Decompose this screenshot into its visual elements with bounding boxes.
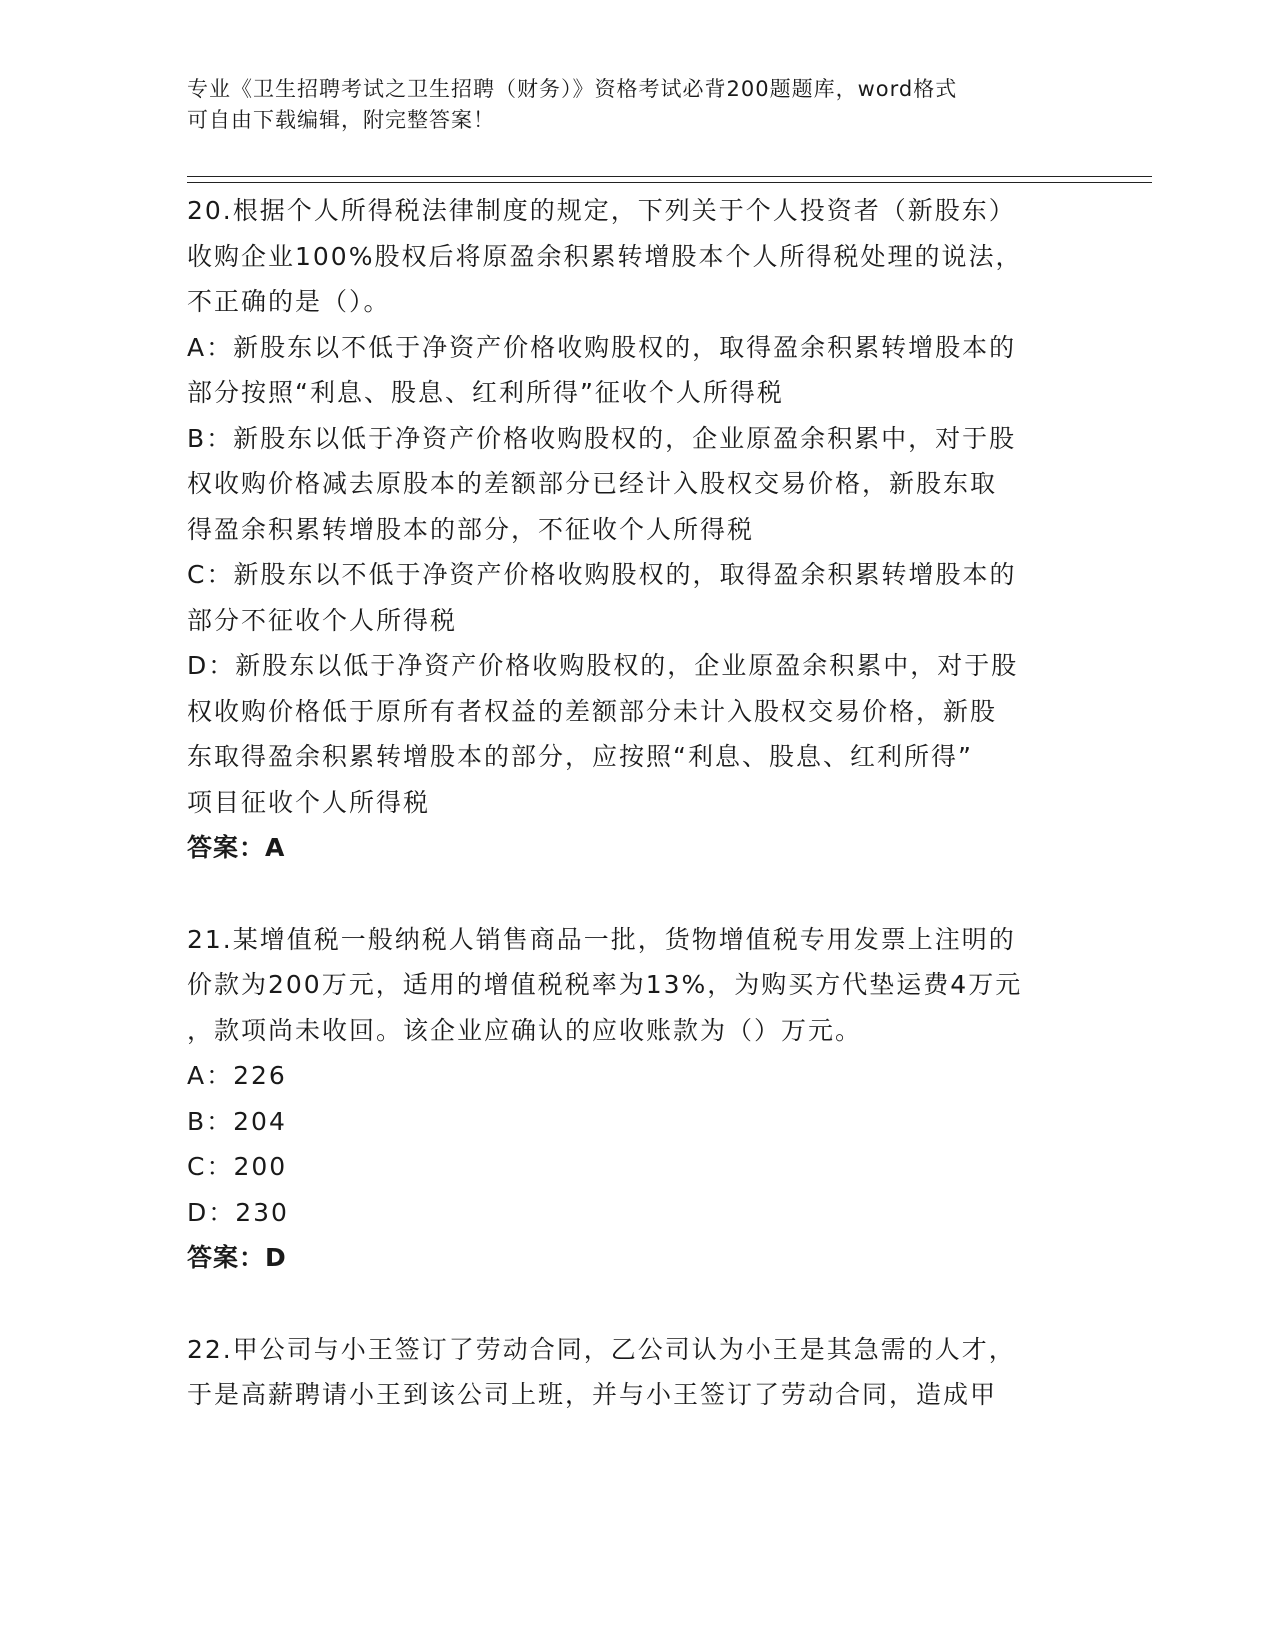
question-spacer: [187, 871, 1087, 917]
option-a-line: A：226: [187, 1061, 287, 1090]
option-c-line: C：新股东以不低于净资产价格收购股权的，取得盈余积累转增股本的: [187, 560, 1017, 589]
header-line-2: 可自由下载编辑，附完整答案！: [187, 108, 495, 132]
answer-label: 答案：D: [187, 1243, 287, 1272]
question-21: [187, 917, 1087, 1281]
question-20: [187, 188, 1087, 871]
question-list: [187, 188, 1087, 1418]
question-stem-line: 不正确的是（）。: [187, 287, 391, 316]
option-d-line: D：230: [187, 1197, 289, 1227]
document-header: [187, 74, 1067, 136]
option-c-line: 部分不征收个人所得税: [187, 605, 458, 635]
option-b-line: B：新股东以低于净资产价格收购股权的，企业原盈余积累中，对于股: [187, 423, 1017, 453]
question-stem-line: 22.甲公司与小王签订了劳动合同，乙公司认为小王是其急需的人才，: [187, 1334, 1016, 1364]
question-stem-line: 收购企业100%股权后将原盈余积累转增股本个人所得税处理的说法，: [187, 241, 1023, 271]
option-d-line: 项目征收个人所得税: [187, 787, 431, 817]
option-a-line: 部分按照“利息、股息、红利所得”征收个人所得税: [187, 378, 784, 407]
header-divider-bottom: [187, 182, 1152, 183]
question-stem-line: ，款项尚未收回。该企业应确认的应收账款为（）万元。: [187, 1015, 863, 1045]
question-stem-line: 20.根据个人所得税法律制度的规定，下列关于个人投资者（新股东）: [187, 196, 1016, 225]
header-line-1: 专业《卫生招聘考试之卫生招聘（财务）》资格考试必背200题题库，word格式: [187, 77, 958, 101]
question-spacer: [187, 1281, 1087, 1327]
option-c-line: C：200: [187, 1152, 288, 1181]
question-22: [187, 1327, 1087, 1418]
option-b-line: 权收购价格减去原股本的差额部分已经计入股权交易价格，新股东取: [187, 469, 998, 498]
question-stem-line: 于是高薪聘请小王到该公司上班，并与小王签订了劳动合同，造成甲: [187, 1380, 998, 1409]
option-d-line: D：新股东以低于净资产价格收购股权的，企业原盈余积累中，对于股: [187, 651, 1019, 680]
question-stem-line: 21.某增值税一般纳税人销售商品一批，货物增值税专用发票上注明的: [187, 924, 1016, 954]
option-d-line: 权收购价格低于原所有者权益的差额部分未计入股权交易价格，新股: [187, 696, 998, 726]
option-d-line: 东取得盈余积累转增股本的部分，应按照“利息、股息、红利所得”: [187, 742, 973, 771]
option-a-line: A：新股东以不低于净资产价格收购股权的，取得盈余积累转增股本的: [187, 332, 1017, 362]
question-stem-line: 价款为200万元，适用的增值税税率为13%，为购买方代垫运费4万元: [187, 970, 1023, 999]
option-b-line: B：204: [187, 1106, 287, 1136]
answer-label: 答案：A: [187, 833, 286, 862]
option-b-line: 得盈余积累转增股本的部分，不征收个人所得税: [187, 514, 755, 544]
header-divider-top: [187, 176, 1152, 177]
